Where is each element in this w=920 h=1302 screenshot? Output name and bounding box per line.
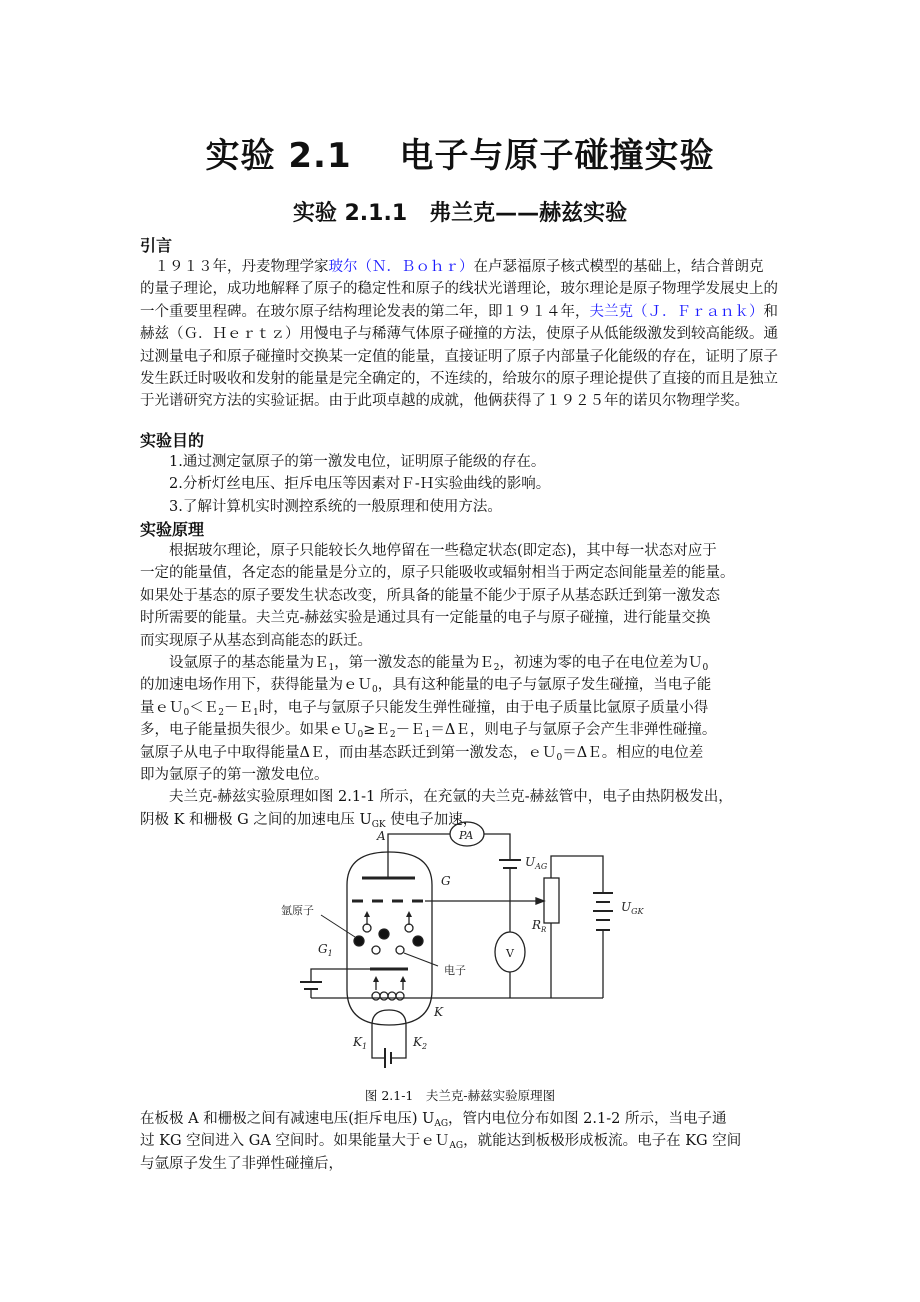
text-run: ，初速为零的电子在电位差为Ｕ	[499, 654, 703, 671]
text-run: 于光谱研究方法的实验证据。由于此项卓越的成就，他俩获得了１９２５年的诺贝尔物理学奖。	[140, 393, 749, 410]
text-run: 即为氩原子的第一激发电位。	[140, 766, 329, 783]
text-run: 与氩原子发生了非弹性碰撞后，	[140, 1155, 343, 1172]
hyperlink[interactable]: 玻尔（Ｎ．Ｂｏｈｒ）	[328, 259, 474, 275]
hyperlink[interactable]: 夫兰克（Ｊ．Ｆｒａｎｋ）	[589, 303, 764, 320]
text-run: 发生跃迁时吸收和发射的能量是完全确定的，不连续的，给玻尔的原子理论提供了直接的而且是独立	[140, 370, 778, 387]
text-run: 如果处于基态的原子要发生状态改变，所具备的能量不能少于原子从基态跃迁到第一激发态	[140, 587, 720, 604]
text-run: 阴极 K 和栅极 G 之间的加速电压 U	[140, 811, 372, 828]
text-run: 赫兹（Ｇ．Ｈｅｒｔｚ）用慢电子与稀薄气体原子碰撞的方法，使原子从低能级激发到较高能级。通	[140, 326, 778, 343]
label-g: G	[441, 874, 451, 888]
label-r: $R_R$	[532, 918, 547, 934]
page-title: 实验 2.1 电子与原子碰撞实验	[205, 136, 715, 176]
figure-caption: 图 2.1-1 夫兰克-赫兹实验原理图	[364, 1088, 556, 1103]
text-run: 量ｅＵ	[140, 699, 184, 716]
pa-wire	[484, 834, 510, 860]
subscript: 1	[252, 707, 259, 718]
subscript: 2	[389, 730, 396, 741]
label-ugk: $U_{GK}$	[621, 900, 644, 916]
subscript: 0	[702, 662, 709, 673]
text-run: ＝ΔＥ，则电子与氩原子会产生非弹性碰撞。	[430, 722, 717, 739]
label-uag: $U_{AG}$	[525, 855, 548, 871]
subscript: GK	[371, 819, 386, 830]
text-run: 时，电子与氩原子只能发生弹性碰撞，由于电子质量比氩原子质量小得	[258, 699, 709, 716]
text-run: ＜Ｅ	[189, 699, 219, 716]
section-heading-intro: 引言	[140, 236, 173, 255]
subscript: 0	[357, 730, 364, 741]
text-run: ，管内电位分布如图 2.1-2 所示，当电子通	[448, 1111, 727, 1127]
subscript: AG	[449, 1141, 464, 1152]
text-run: 过测量电子和原子碰撞时交换某一定值的能量，直接证明了原子内部量子化能级的存在，证明了原子	[140, 348, 778, 365]
label-k1: $K_1$	[353, 1035, 368, 1051]
label-pa: PA	[459, 829, 474, 842]
resistor	[544, 878, 559, 923]
text-run: ，第一激发态的能量为Ｅ	[334, 654, 494, 671]
text-run: 3.了解计算机实时测控系统的一般原理和使用方法。	[140, 498, 502, 515]
text-run: 和	[763, 303, 778, 320]
section-heading-principle: 实验原理	[140, 520, 205, 539]
text-run: 夫兰克-赫兹实验原理如图 2.1-1 所示，在充氩的夫兰克-赫兹管中，电子由热阴极发出，	[140, 789, 733, 806]
text-run: 2.分析灯丝电压、拒斥电压等因素对Ｆ-Ｈ实验曲线的影响。	[140, 476, 551, 493]
text-run: －Ｅ	[223, 699, 253, 716]
text-run: ，具有这种能量的电子与氩原子发生碰撞，当电子能	[377, 677, 712, 694]
subscript: 2	[493, 662, 500, 673]
text-run: １９１３年，丹麦物理学家	[140, 259, 329, 275]
arrow-icon	[536, 898, 544, 904]
text-run: 时所需要的能量。夫兰克-赫兹实验是通过具有一定能量的电子与原子碰撞，进行能量交换	[140, 610, 711, 627]
page-subtitle: 实验 2.1.1 弗兰克——赫兹实验	[292, 201, 628, 226]
text-run: 1.通过测定氩原子的第一激发电位，证明原子能级的存在。	[140, 454, 546, 470]
subscript: 1	[424, 730, 431, 741]
subscript: 2	[218, 707, 224, 718]
text-run: 的量子理论，成功地解释了原子的稳定性和原子的线状光谱理论，玻尔理论是原子物理学发展史上的	[140, 281, 778, 298]
text-run: 多，电子能量损失很少。如果ｅＵ	[140, 722, 358, 739]
text-run: ≥Ｅ	[363, 722, 390, 739]
text-run: 而实现原子从基态到高能态的跃迁。	[140, 632, 372, 649]
subscript: 0	[183, 707, 190, 718]
text-run: 一定的能量值，各定态的能量是分立的，原子只能吸收或辐射相当于两定态间能量差的能量。	[140, 565, 735, 582]
subscript: 1	[328, 662, 335, 673]
text-run: 根据玻尔理论，原子只能较长久地停留在一些稳定状态(即定态)，其中每一状态对应于	[140, 543, 717, 559]
text-run: 过 KG 空间进入 GA 空间时。如果能量大于ｅＵ	[140, 1133, 450, 1150]
subscript: AG	[434, 1119, 449, 1129]
after-figure-paragraph	[140, 1108, 741, 1175]
text-line	[140, 1153, 741, 1175]
heater	[372, 1010, 406, 1025]
label-k: K	[434, 1005, 443, 1019]
text-run: －Ｅ	[395, 722, 425, 739]
label-k2: $K_2$	[413, 1035, 428, 1051]
text-run: 一个重要里程碑。在玻尔原子结构理论发表的第二年，即１９１４年，	[140, 303, 590, 320]
text-run: 的加速电场作用下，获得能量为ｅＵ	[140, 677, 372, 694]
text-run: ＝ΔＥ。相应的电位差	[562, 744, 704, 761]
section-heading-purpose: 实验目的	[140, 431, 205, 450]
text-line	[140, 1108, 741, 1130]
text-run: 氩原子从电子中取得能量ΔＥ，而由基态跃迁到第一激发态，ｅＵ	[140, 744, 557, 761]
subscript: 0	[372, 685, 378, 696]
label-g1: $G_1$	[318, 942, 333, 958]
subscript: 0	[556, 752, 563, 763]
label-a: A	[377, 829, 386, 843]
text-run: ，就能达到板极形成板流。电子在 KG 空间	[463, 1133, 742, 1150]
text-run: 在板极 A 和栅极之间有减速电压(拒斥电压) U	[140, 1111, 435, 1127]
text-line	[140, 1130, 741, 1152]
label-electron: 电子	[444, 964, 466, 977]
text-run: 在卢瑟福原子核式模型的基础上，结合普朗克	[473, 259, 764, 275]
anode-wire	[388, 834, 450, 878]
label-v: V	[506, 947, 514, 960]
text-run: 设氩原子的基态能量为Ｅ	[140, 654, 329, 671]
text-run: 使电子加速，	[385, 811, 478, 828]
label-argon-atom: 氩原子	[281, 904, 314, 917]
